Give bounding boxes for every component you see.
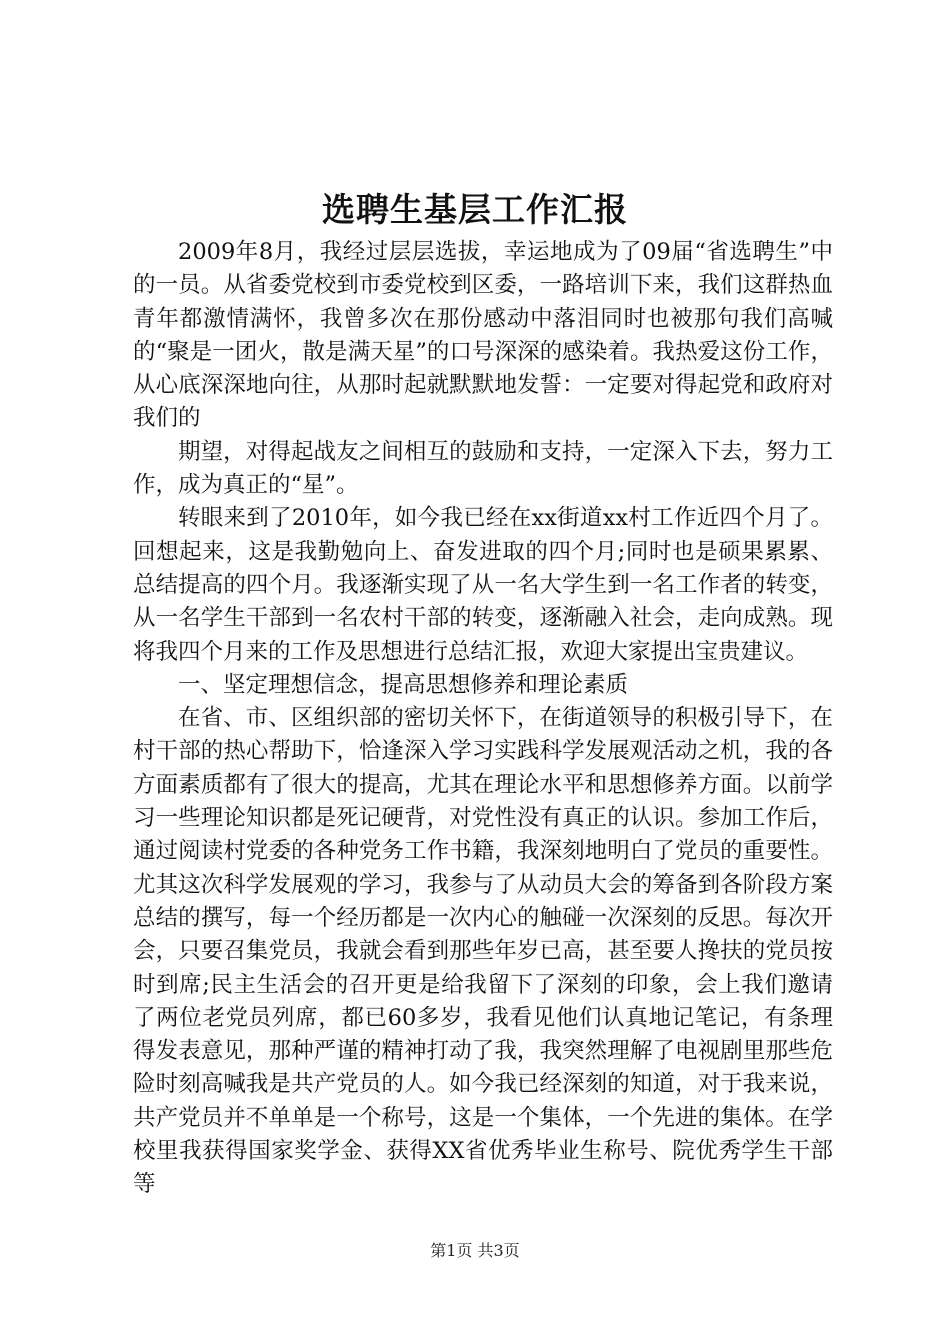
paragraph: 在省、市、区组织部的密切关怀下，在街道领导的积极引导下，在村干部的热心帮助下，恰逢深入学习实践科学发展观活动之机，我的各方面素质都有了很大的提高，尤其在理论水平和思想修养方面。以前学习一些理论知识都是死记硬背，对党性没有真正的认识。参加工作后，通过阅读村党委的各种党务工作书籍，我深刻地明白了党员的重要性。尤其这次科学发展观的学习，我参与了从动员大会的筹备到各阶段方案总结的撰写，每一个经历都是一次内心的触碰一次深刻的反思。每次开会，只要召集党员，我就会看到那些年岁已高，甚至要人搀扶的党员按时到席;民主生活会的召开更是给我留下了深刻的印象，会上我们邀请了两位老党员列席，都已60多岁，我看见他们认真地记笔记，有条理得发表意见，那种严谨的精神打动了我，我突然理解了电视剧里那些危险时刻高喊我是共产党员的人。如今我已经深刻的知道，对于我来说，共产党员并不单单是一个称号，这是一个集体，一个先进的集体。在学校里我获得国家奖学金、获得XX省优秀毕业生称号、院优秀学生干部等 bbox=[133, 705, 833, 1198]
document-body bbox=[133, 236, 833, 1202]
section-heading: 一、坚定理想信念，提高思想修养和理论素质 bbox=[178, 671, 629, 698]
paragraph: 期望，对得起战友之间相互的鼓励和支持，一定深入下去，努力工作，成为真正的“星”。 bbox=[133, 438, 833, 499]
page-footer: 第1页 共3页 bbox=[430, 1241, 520, 1260]
paragraph: 2009年8月，我经过层层选拔，幸运地成为了09届“省选聘生”中的一员。从省委党校到市委党校到区委，一路培训下来，我们这群热血青年都激情满怀，我曾多次在那份感动中落泪同时也被那句我们高喊的“聚是一团火，散是满天星”的口号深深的感染着。我热爱这份工作，从心底深深地向往，从那时起就默默地发誓：一定要对得起党和政府对我们的 bbox=[133, 239, 833, 432]
paragraph: 转眼来到了2010年，如今我已经在xx街道xx村工作近四个月了。回想起来，这是我勤勉向上、奋发进取的四个月;同时也是硕果累累、总结提高的四个月。我逐渐实现了从一名大学生到一名工作者的转变，从一名学生干部到一名农村干部的转变，逐渐融入社会，走向成熟。现将我四个月来的工作及思想进行总结汇报，欢迎大家提出宝贵建议。 bbox=[133, 505, 833, 665]
document-title: 选聘生基层工作汇报 bbox=[322, 190, 628, 229]
